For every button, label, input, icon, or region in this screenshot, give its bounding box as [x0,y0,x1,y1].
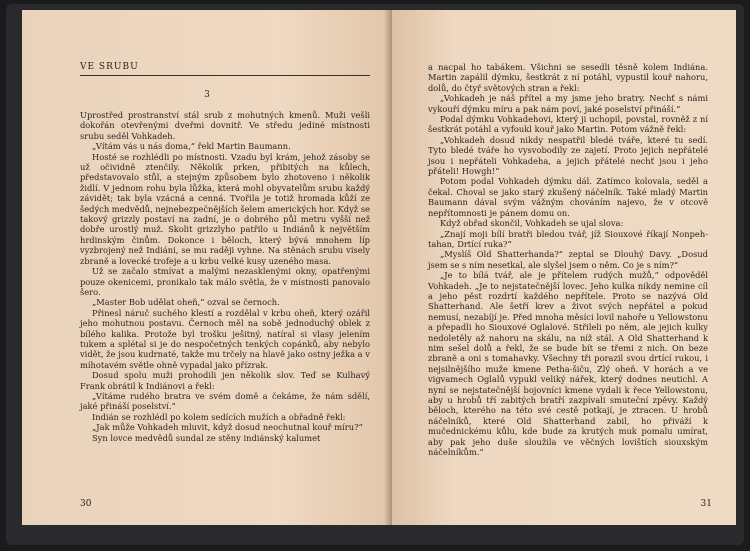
paragraph: Přinesl náruč suchého klestí a rozdělal v krbu oheň, který ozářil jeho mohutnou postavu. Černoch měl na sobě jednoduchý oblek z bílého kalika. Protože byl trošku ješitný, natíral si vlasy jelením tukem a splétal si je do nespočetných tenkých copánků, aby nebylo vidět, že jsou kudrnaté, takže mu trčely na hlavě jako ostny ježka a v míhotavém světle ohně vypadal jako přízrak. [80,307,370,370]
running-header: VE SRUBU [80,62,370,76]
right-page-text [428,62,708,457]
paragraph: „Znají moji bílí bratři bledou tvář, jíž Siouxové říkají Nonpeh-tahan, Drtící ruka?“ [428,228,708,249]
paragraph: Hosté se rozhlédli po místnosti. Vzadu byl krám, jehož zásoby se už očividně ztenčily. Několik prken, přibitých na kůlech, představovalo stůl, a stejným způsobem bylo zhotoveno i několik židlí. V jednom rohu byla lůžka, která mohl obyvatelům srubu každý závidět; tak byla vzácná a cenná. Tvořila je totiž hromada kůží ze šedých medvědů, nejnebezpečnějších šelem amerických hor. Když se takový grizzly postaví na zadní, je o dobrého půl metru vyšší než dobře urostlý muž. Skolit grizzlyho patřilo u Indiánů k největším hrdinským činům. Dokonce i běloch, který bývá mnohem líp vyzbrojený než Indiáni, se mu raději vyhne. Na stěnách srubu visely zbraně a lovecké trofeje a u krbu velké kusy uzeného masa. [80,151,370,266]
paragraph: „Myslíš Old Shatterhanda?“ zeptal se Dlouhý Davy. „Dosud jsem se s ním nesetkal, ale slyšel jsem o něm. Co je s ním?“ [428,249,708,270]
paragraph: Potom podal Vohkadeh dýmku dál. Zatímco kolovala, seděl a čekal. Choval se jako starý zkušený náčelník. Také mladý Martin Baumann dával svým vážným chováním najevo, že v otcově nepřítomnosti je pánem domu on. [428,176,708,218]
left-page-text [80,110,370,443]
paragraph: Dosud spolu muži prohodili jen několik slov. Teď se Kulhavý Frank obrátil k Indiánovi a řekl: [80,370,370,391]
page-number-right: 31 [700,498,712,509]
chapter-number: 3 [204,90,210,100]
paragraph: „Master Bob udělat oheň,“ ozval se černoch. [92,297,280,308]
paragraph: „Vítáme rudého bratra ve svém domě a čekáme, že nám sdělí, jaké přináší poselství.“ [80,390,370,412]
book-spread [6,4,744,545]
right-page [392,10,736,525]
paragraph: Už se začalo stmívat a malými nezasklenými okny, opatřenými pouze okenicemi, pronikalo tak málo světla, že v místnosti panovalo šero. [80,266,370,297]
paragraph: Podal dýmku Vohkadehovi, který ji uchopil, povstal, rovněž z ní šestkrát potáhl a vyfoukl kouř jako Martin. Potom vážně řekl: [428,114,708,135]
page-number-left: 30 [80,498,92,509]
paragraph: Syn lovce medvědů sundal ze stěny indiánský kalumet [92,432,321,443]
paragraph: Když obřad skončil, Vohkadeh se ujal slova: [440,218,624,229]
paragraph: „Vohkadeh je náš přítel a my jsme jeho bratry. Nechť s námi vykouří dýmku míru a pak nám poví, jaké poselství přináší.“ [428,93,708,114]
paragraph: „Vítám vás u nás doma,“ řekl Martin Baumann. [92,141,291,152]
paragraph: „Jak může Vohkadeh mluvit, když dosud neochutnal kouř míru?“ [92,422,363,433]
paragraph: „Vohkadeh dosud nikdy nespatřil bledé tváře, které tu sedí. Tyto bledé tváře ho vysvobodily ze zajetí. Proto jejich nepřátelé jsou i nepřáteli Vohkadeha, a jejich přátelé nechť jsou i jeho přáteli! Howgh!“ [428,134,708,177]
paragraph: a nacpal ho tabákem. Všichni se sesedli těsně kolem Indiána. Martin zapálil dýmku, šestkrát z ní potáhl, vypustil kouř nahoru, dolů, do čtyř světových stran a řekl: [428,62,708,93]
paragraph: „Je to bílá tvář, ale je přítelem rudých mužů,“ odpověděl Vohkadeh. „Je to nejstatečnější lovec. Jeho kulka nikdy nemine cíl a jeho pěst rozdrtí každého nepřítele. Proto se nazývá Old Shatterhand. Ale šetří krev a život svých nepřátel a pokud nemusí, nezabíjí je. Před mnoha měsíci lovil nahoře u Yellowstonu a přepadli ho Siouxové Oglalové. Střileli po něm, ale jejich kulky nedoletěly až nahoru na skálu, na níž stál. A Old Shatterhand k nim sešel dolů a řekl, že se bude bít se třemi z nich. On beze zbraně a oni s tomahavky. Všechny tři porazil svou drtící rukou, i nejsilnějšího muže kmene Petha-šiču, Zlý oheň. V horách a ve vigvamech Oglalů vypukl veliký nářek, který dodnes neutichl. A nyní se nejstatečnější bojovníci kmene vydali k řece Yellowstonu, aby u hrobů tří zabitých bratří zazpívali smuteční zpěvy. Každý běloch, kterého na této své cestě potkají, je ztracen. U hrobů náčelníků, které Old Shatterhand zabil, ho přiváží k mučednickému kůlu, kde bude za krutých muk pomalu umírat, aby pak jeho duše sloužila ve věčných lovištích siouxským náčelníkům.“ [428,270,708,458]
paragraph: Uprostřed prostranství stál srub z mohutných kmenů. Muži vešli dokořán otevřenými dveřmi dovnitř. Ve středu jediné místnosti srubu seděl Vohkadeh. [80,110,370,141]
paragraph: Indián se rozhlédl po kolem sedících mužích a obřadně řekl: [92,411,346,422]
left-page [22,10,392,525]
